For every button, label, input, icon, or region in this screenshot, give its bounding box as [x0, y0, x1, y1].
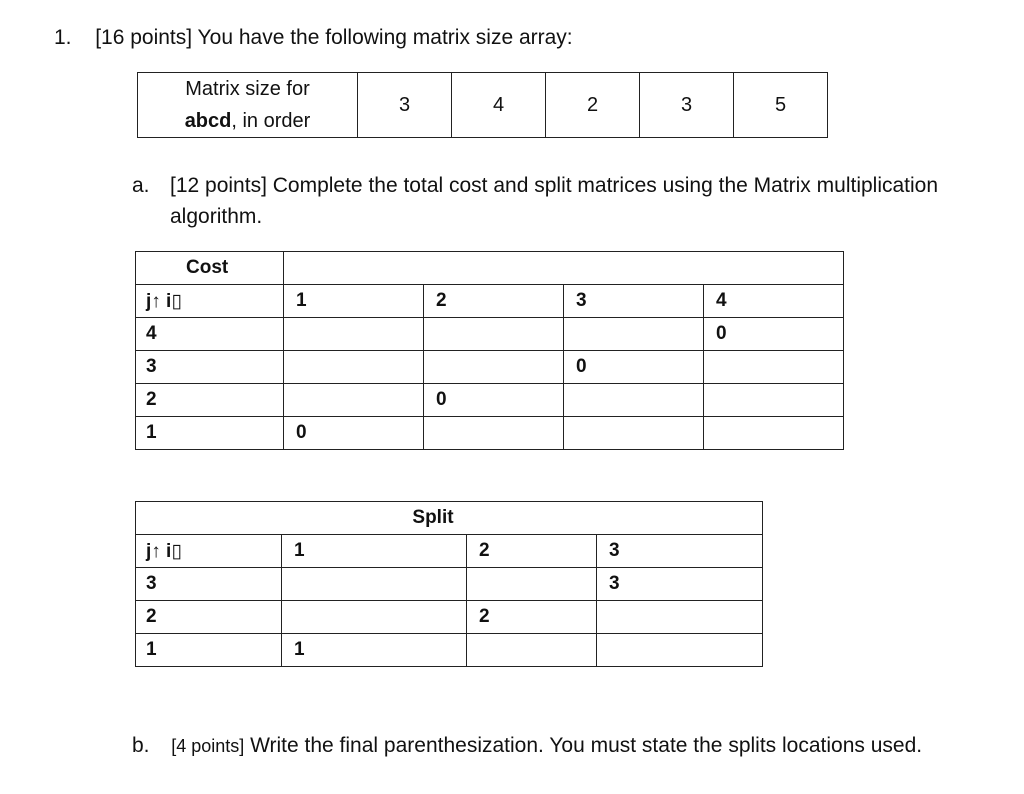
- cost-table: [135, 251, 844, 450]
- cost-title-span: [284, 252, 844, 285]
- cost-cell: [564, 384, 704, 417]
- part-a-letter: a.: [132, 174, 150, 197]
- matrix-size-table: [137, 72, 828, 138]
- cost-corner: j↑ i▯: [136, 285, 284, 318]
- part-b: [132, 734, 922, 758]
- cost-cell: [704, 351, 844, 384]
- split-cell: 1: [282, 634, 467, 667]
- split-cell: [597, 601, 763, 634]
- split-cell: [467, 568, 597, 601]
- split-cell: [597, 634, 763, 667]
- split-cell: [282, 568, 467, 601]
- size-cell: 5: [734, 73, 828, 138]
- split-col-header: 2: [467, 535, 597, 568]
- question-text: [16 points] You have the following matrix size array:: [95, 26, 573, 49]
- split-cell: 3: [597, 568, 763, 601]
- size-cell: 3: [640, 73, 734, 138]
- split-table: [135, 501, 763, 667]
- matrix-size-label: [138, 73, 358, 138]
- cost-col-header: 1: [284, 285, 424, 318]
- cost-cell: 0: [424, 384, 564, 417]
- cost-cell: [424, 351, 564, 384]
- cost-cell: [284, 318, 424, 351]
- cost-cell: 0: [704, 318, 844, 351]
- cost-col-header: 3: [564, 285, 704, 318]
- cost-row-header: 3: [136, 351, 284, 384]
- split-title-cell: [136, 502, 763, 535]
- split-corner: j↑ i▯: [136, 535, 282, 568]
- label-line1: Matrix size for: [185, 78, 310, 100]
- split-col-header: 3: [597, 535, 763, 568]
- part-b-letter: b.: [132, 734, 150, 757]
- cost-cell: 0: [284, 417, 424, 450]
- cost-cell: [424, 417, 564, 450]
- split-title: Split: [412, 507, 454, 528]
- split-cell: [467, 634, 597, 667]
- cost-cell: [704, 417, 844, 450]
- cost-col-header: 4: [704, 285, 844, 318]
- cost-cell: [424, 318, 564, 351]
- question-1: [54, 26, 573, 50]
- size-cell: 2: [546, 73, 640, 138]
- cost-cell: [284, 384, 424, 417]
- cost-row-header: 4: [136, 318, 284, 351]
- cost-row-header: 1: [136, 417, 284, 450]
- label-bold: abcd: [184, 110, 232, 132]
- part-b-points: [4 points]: [171, 736, 245, 756]
- cost-row-header: 2: [136, 384, 284, 417]
- split-cell: 2: [467, 601, 597, 634]
- split-row-header: 2: [136, 601, 282, 634]
- label-rest: , in order: [231, 110, 311, 132]
- size-cell: 3: [358, 73, 452, 138]
- part-a-text-line2: algorithm.: [170, 205, 263, 228]
- question-number: 1.: [54, 26, 72, 49]
- split-cell: [282, 601, 467, 634]
- cost-cell: [284, 351, 424, 384]
- cost-cell: [564, 318, 704, 351]
- size-cell: 4: [452, 73, 546, 138]
- part-b-text: Write the final parenthesization. You must state the splits locations used.: [244, 734, 923, 757]
- split-row-header: 3: [136, 568, 282, 601]
- part-a-text-line1: [12 points] Complete the total cost and split matrices using the Matrix multiplication: [170, 174, 939, 197]
- part-a-line1: [132, 174, 150, 198]
- cost-cell: [704, 384, 844, 417]
- split-row-header: 1: [136, 634, 282, 667]
- cost-cell: 0: [564, 351, 704, 384]
- cost-cell: [564, 417, 704, 450]
- split-col-header: 1: [282, 535, 467, 568]
- cost-col-header: 2: [424, 285, 564, 318]
- cost-title: Cost: [136, 252, 284, 285]
